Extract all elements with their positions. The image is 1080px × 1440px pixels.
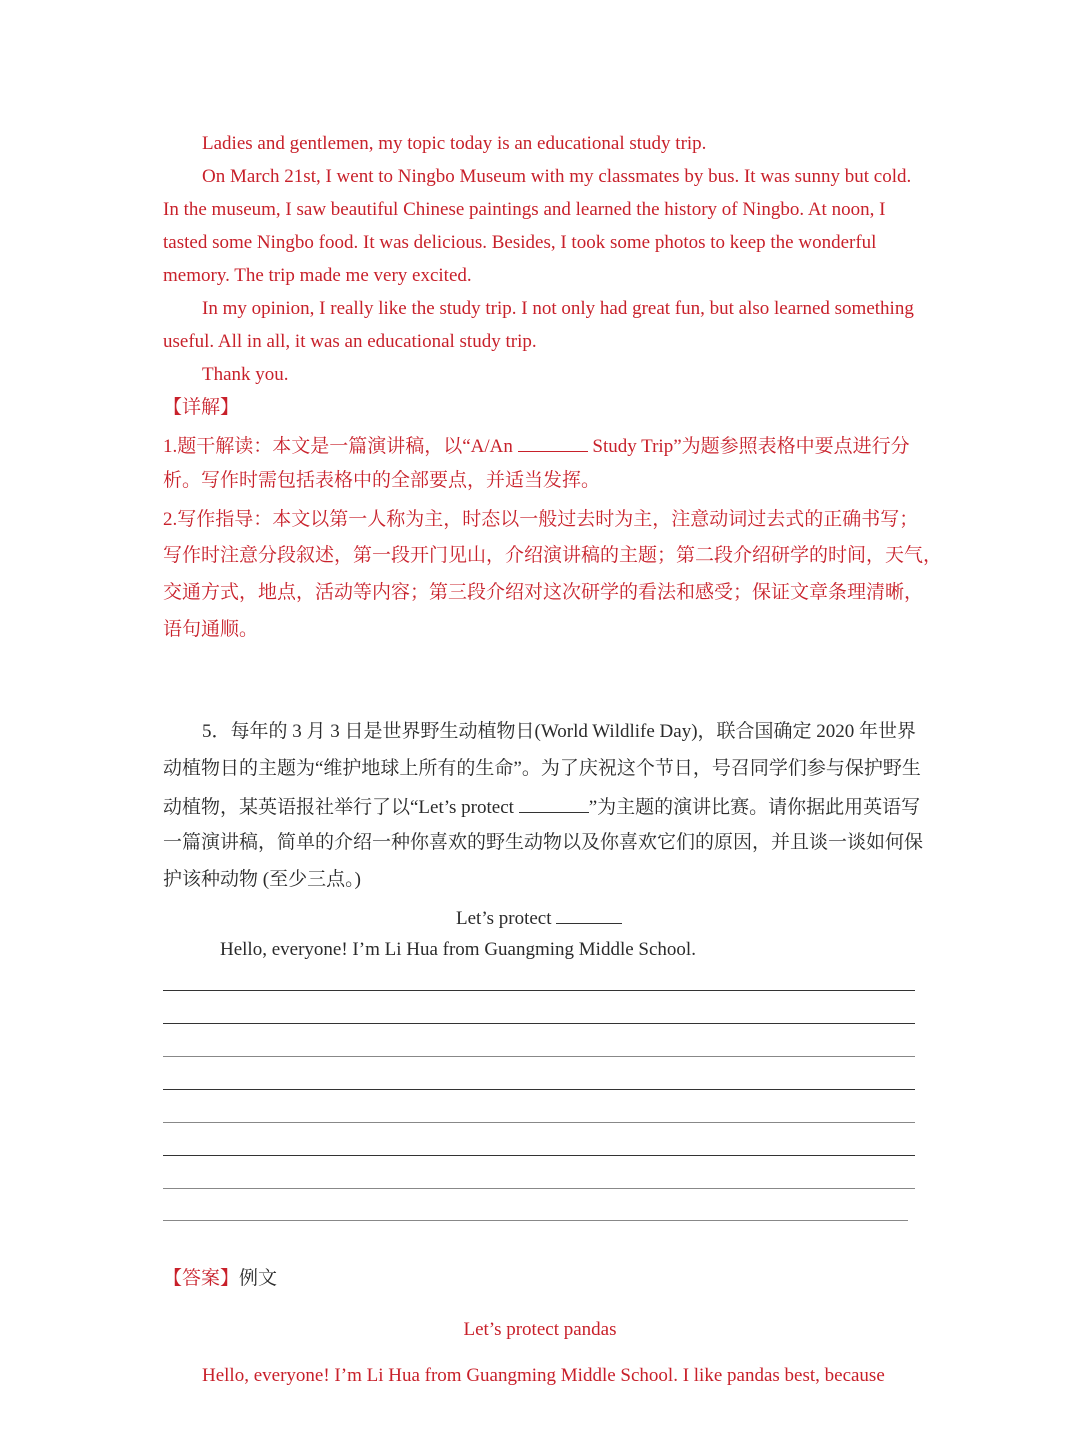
explanation-point-1-text-a: 1.题干解读：本文是一篇演讲稿，以“A/An bbox=[163, 436, 518, 457]
essay-closing: Thank you. bbox=[202, 364, 289, 385]
speech-title-text: Let’s protect bbox=[456, 908, 557, 929]
question-5-line-3-text-a: 动植物，某英语报社举行了以“Let’s protect bbox=[163, 797, 519, 818]
answer-heading-text: 例文 bbox=[239, 1268, 278, 1289]
explanation-heading: 【详解】 bbox=[163, 397, 240, 418]
fill-blank bbox=[519, 794, 589, 813]
answer-heading bbox=[163, 1267, 277, 1291]
question-5-line-3 bbox=[163, 794, 920, 820]
writing-line bbox=[163, 1155, 915, 1156]
title-blank bbox=[556, 905, 622, 924]
essay-paragraph-2-line-3: tasted some Ningbo food. It was delicious. Besides, I took some photos to keep the wonderful bbox=[163, 232, 877, 253]
question-5-line-2: 动植物日的主题为“维护地球上所有的生命”。为了庆祝这个节日，号召同学们参与保护野生 bbox=[163, 758, 921, 779]
answer-first-line: Hello, everyone! I’m Li Hua from Guangming Middle School. I like pandas best, because bbox=[202, 1365, 885, 1386]
writing-line bbox=[163, 1023, 915, 1024]
essay-paragraph-2-line-4: memory. The trip made me very excited. bbox=[163, 265, 472, 286]
explanation-point-2-line-2: 写作时注意分段叙述，第一段开门见山，介绍演讲稿的主题；第二段介绍研学的时间，天气， bbox=[163, 545, 943, 566]
answer-title: Let’s protect pandas bbox=[463, 1319, 617, 1340]
explanation-point-2-line-3: 交通方式，地点，活动等内容；第三段介绍对这次研学的看法和感受；保证文章条理清晰， bbox=[163, 582, 924, 603]
explanation-point-2-line-1: 2.写作指导：本文以第一人称为主，时态以一般过去时为主，注意动词过去式的正确书写； bbox=[163, 509, 919, 530]
writing-line bbox=[163, 1056, 915, 1057]
question-5-line-5: 护该种动物 (至少三点。) bbox=[163, 869, 361, 890]
essay-paragraph-2-line-2: In the museum, I saw beautiful Chinese paintings and learned the history of Ningbo. At noon, I bbox=[163, 199, 886, 220]
answer-heading-bracket: 【答案】 bbox=[163, 1268, 240, 1289]
writing-line bbox=[163, 1089, 915, 1090]
writing-line bbox=[163, 1122, 915, 1123]
writing-line bbox=[163, 1188, 915, 1189]
question-5-line-3-text-b: ”为主题的演讲比赛。请你据此用英语写 bbox=[588, 797, 921, 818]
fill-blank bbox=[518, 433, 588, 452]
question-5-line-1: 5．每年的 3 月 3 日是世界野生动植物日(World Wildlife Day)，联合国确定 2020 年世界 bbox=[202, 721, 917, 742]
explanation-point-1-text-b: Study Trip”为题参照表格中要点进行分 bbox=[587, 436, 910, 457]
essay-paragraph-1: Ladies and gentlemen, my topic today is an educational study trip. bbox=[202, 133, 707, 154]
speech-opening: Hello, everyone! I’m Li Hua from Guangming Middle School. bbox=[220, 939, 696, 960]
essay-paragraph-2-line-1: On March 21st, I went to Ningbo Museum with my classmates by bus. It was sunny but cold. bbox=[202, 166, 912, 187]
explanation-point-2-line-4: 语句通顺。 bbox=[163, 619, 259, 640]
question-5-line-4: 一篇演讲稿，简单的介绍一种你喜欢的野生动物以及你喜欢它们的原因，并且谈一谈如何保 bbox=[163, 832, 924, 853]
writing-line bbox=[163, 990, 915, 991]
essay-paragraph-3-line-2: useful. All in all, it was an educational study trip. bbox=[163, 331, 537, 352]
speech-title-prompt bbox=[456, 905, 622, 931]
explanation-point-1-line-2: 析。写作时需包括表格中的全部要点，并适当发挥。 bbox=[163, 470, 601, 491]
essay-paragraph-3-line-1: In my opinion, I really like the study trip. I not only had great fun, but also learned something bbox=[202, 298, 914, 319]
writing-line bbox=[163, 1220, 908, 1221]
explanation-point-1-line-1 bbox=[163, 433, 910, 459]
